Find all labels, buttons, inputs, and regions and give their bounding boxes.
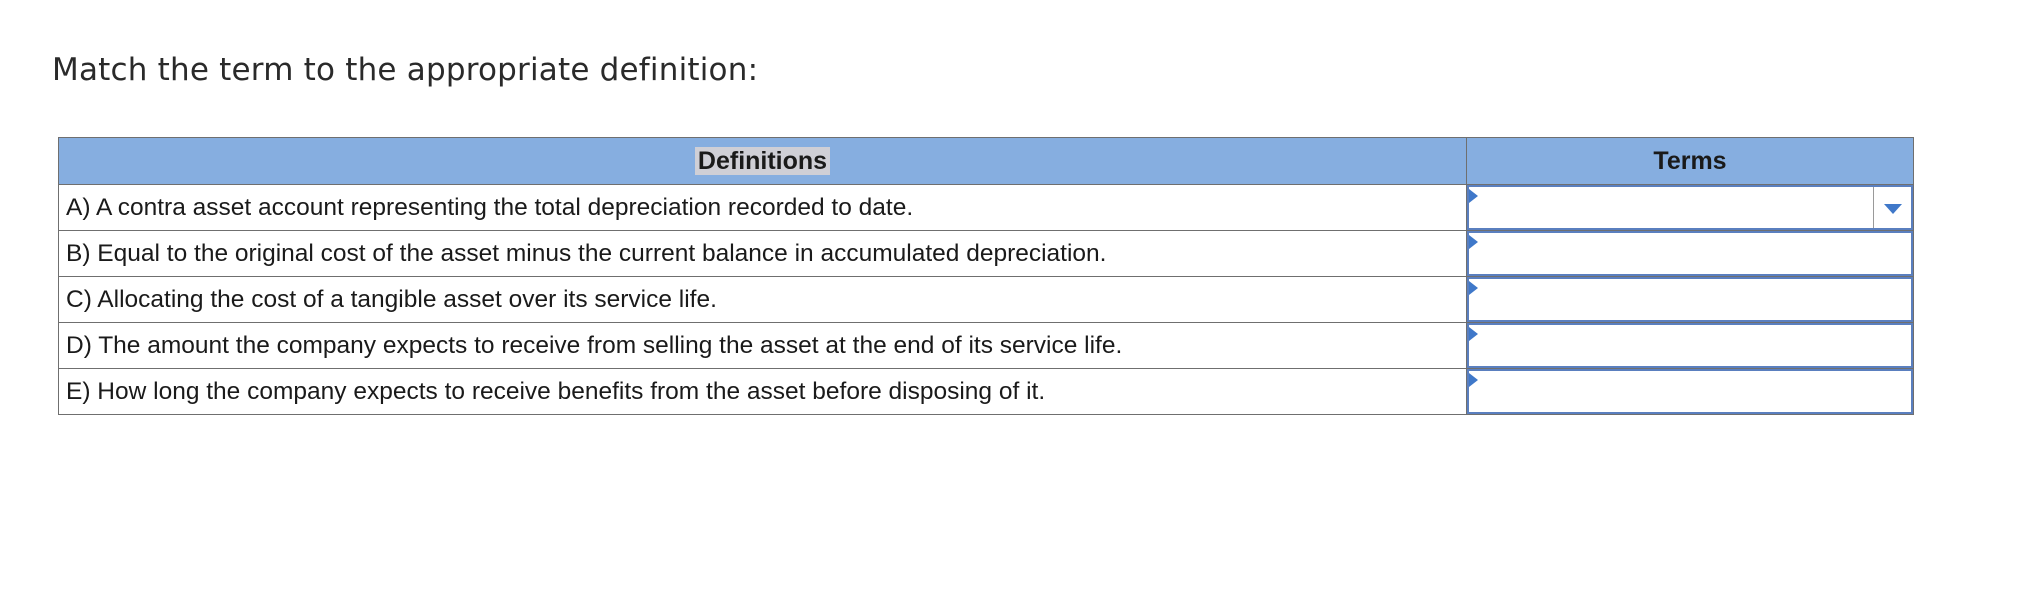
table-row [59, 323, 1914, 369]
terms-header: Terms [1467, 138, 1914, 185]
table-row [59, 185, 1914, 231]
term-select-e[interactable] [1467, 369, 1913, 414]
term-select-a[interactable] [1467, 185, 1913, 230]
definition-cell: C) Allocating the cost of a tangible asset over its service life. [59, 277, 1467, 323]
corner-flag-icon [1469, 373, 1478, 387]
term-cell [1467, 323, 1914, 369]
chevron-down-icon [1884, 204, 1902, 214]
matching-table [58, 137, 1914, 415]
corner-flag-icon [1469, 327, 1478, 341]
question-prompt: Match the term to the appropriate definition: [52, 52, 759, 88]
table-row [59, 231, 1914, 277]
term-select-b[interactable] [1467, 231, 1913, 276]
dropdown-button[interactable] [1873, 187, 1911, 228]
definition-cell: E) How long the company expects to receive benefits from the asset before disposing of it. [59, 369, 1467, 415]
table-row [59, 277, 1914, 323]
term-cell [1467, 369, 1914, 415]
corner-flag-icon [1469, 281, 1478, 295]
term-cell [1467, 185, 1914, 231]
term-select-c[interactable] [1467, 277, 1913, 322]
term-cell [1467, 277, 1914, 323]
corner-flag-icon [1469, 235, 1478, 249]
header-row [59, 138, 1914, 185]
definitions-header-label: Definitions [695, 147, 830, 175]
definition-cell: B) Equal to the original cost of the asset minus the current balance in accumulated depreciation. [59, 231, 1467, 277]
definition-cell: D) The amount the company expects to receive from selling the asset at the end of its service life. [59, 323, 1467, 369]
corner-flag-icon [1469, 189, 1478, 203]
definition-cell: A) A contra asset account representing the total depreciation recorded to date. [59, 185, 1467, 231]
term-select-d[interactable] [1467, 323, 1913, 368]
table-row [59, 369, 1914, 415]
term-cell [1467, 231, 1914, 277]
definitions-header [59, 138, 1467, 185]
